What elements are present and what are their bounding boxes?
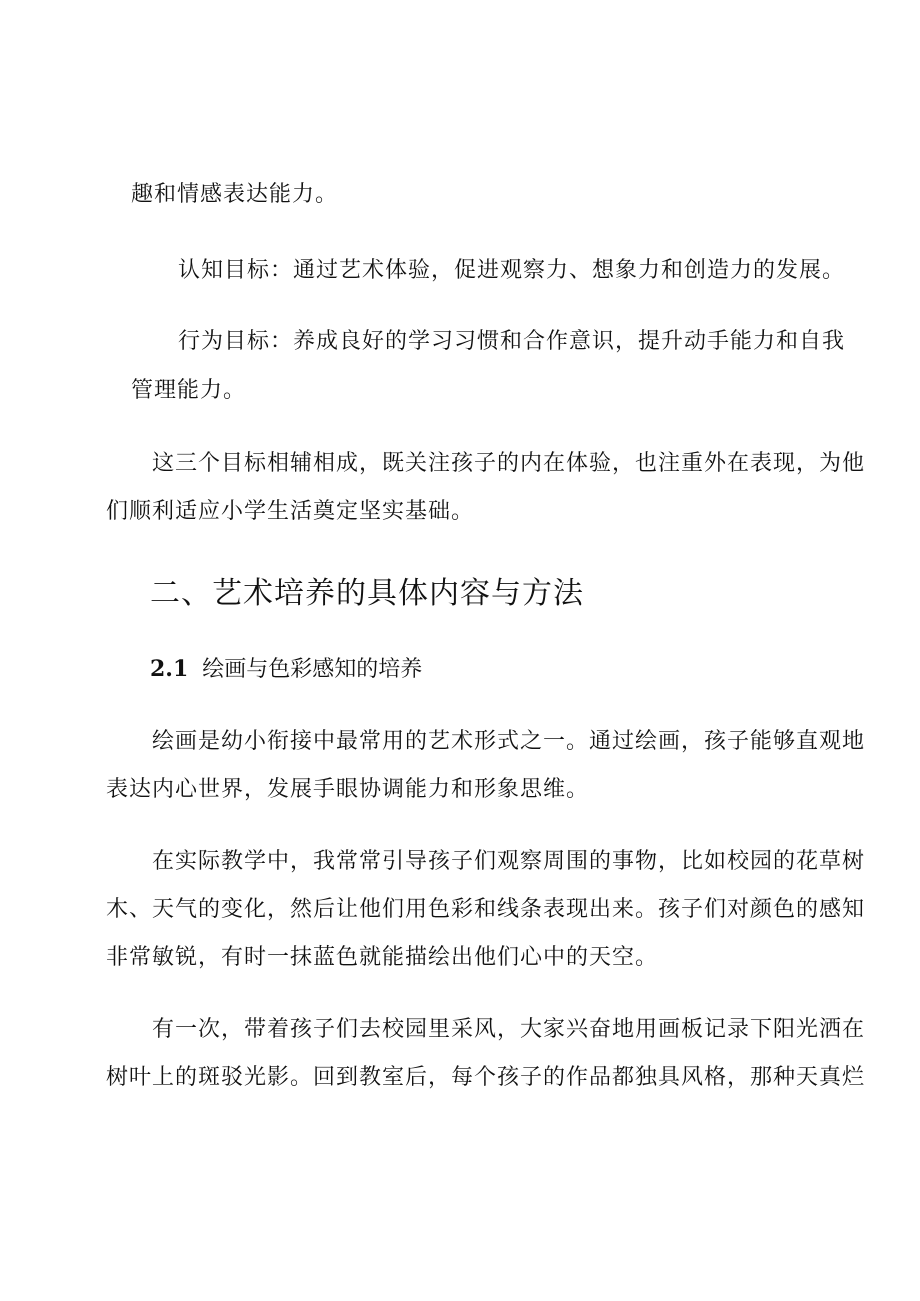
paragraph-line: 非常敏锐，有时一抹蓝色就能描绘出他们心中的天空。 xyxy=(106,945,659,970)
paragraph-line: 趣和情感表达能力。 xyxy=(131,182,339,207)
goal-label: 行为目标： xyxy=(178,329,294,354)
subsection-heading xyxy=(150,654,422,685)
subsection-title: 绘画与色彩感知的培养 xyxy=(202,657,423,682)
paragraph-line: 管理能力。 xyxy=(131,378,247,403)
section-heading: 二、艺术培养的具体内容与方法 xyxy=(150,576,584,611)
paragraph-line: 在实际教学中，我常常引导孩子们观察周围的事物，比如校园的花草树 xyxy=(152,849,866,874)
goal-behavior xyxy=(178,327,845,357)
goal-text: 养成良好的学习习惯和合作意识，提升动手能力和自我 xyxy=(293,329,846,354)
paragraph-line: 树叶上的斑驳光影。回到教室后，每个孩子的作品都独具风格，那种天真烂 xyxy=(106,1065,866,1090)
paragraph-line: 绘画是幼小衔接中最常用的艺术形式之一。通过绘画，孩子能够直观地 xyxy=(152,729,866,754)
goal-text: 通过艺术体验，促进观察力、想象力和创造力的发展。 xyxy=(293,258,846,283)
subsection-number: 2.1 xyxy=(150,656,189,682)
paragraph-line: 木、天气的变化，然后让他们用色彩和线条表现出来。孩子们对颜色的感知 xyxy=(106,897,866,922)
goal-cognitive xyxy=(178,256,845,286)
paragraph-line: 有一次，带着孩子们去校园里采风，大家兴奋地用画板记录下阳光洒在 xyxy=(152,1017,866,1042)
goal-label: 认知目标： xyxy=(178,258,294,283)
paragraph-line: 这三个目标相辅相成，既关注孩子的内在体验，也注重外在表现，为他 xyxy=(152,451,866,476)
paragraph-line: 们顺利适应小学生活奠定坚实基础。 xyxy=(106,499,475,524)
paragraph-line: 表达内心世界，发展手眼协调能力和形象思维。 xyxy=(106,777,590,802)
